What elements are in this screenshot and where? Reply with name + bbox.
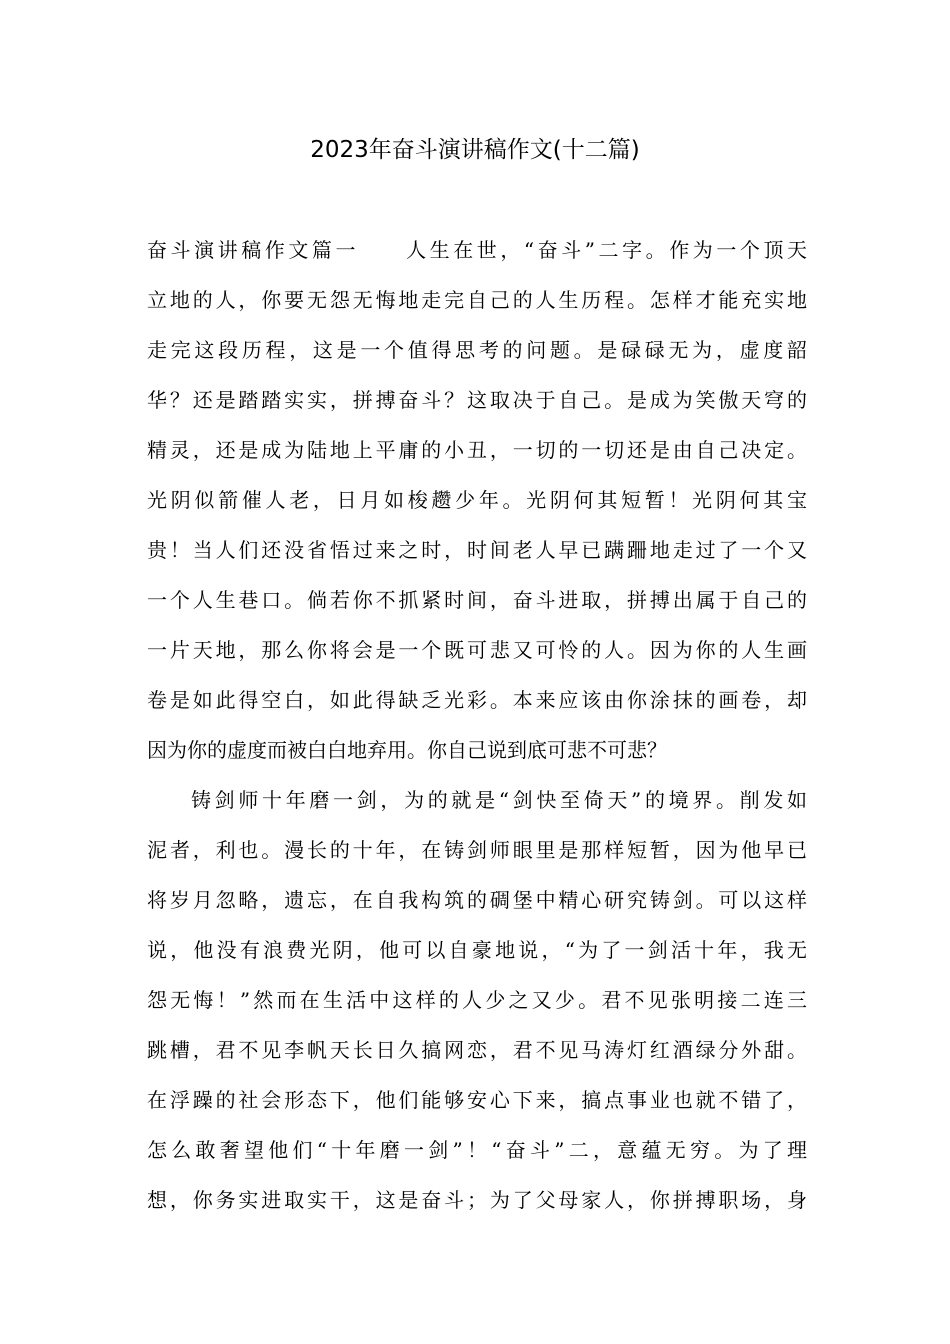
text-line: 将岁月忽略，遗忘，在自我构筑的碉堡中精心研究铸剑。可以这样 (147, 888, 807, 912)
document-body (147, 232, 807, 1232)
text-line-paragraph-start: 铸剑师十年磨一剑，为的就是“剑快至倚天”的境界。削发如 (191, 788, 807, 812)
text-line: 贵！当人们还没省悟过来之时，时间老人早已蹒跚地走过了一个又 (147, 538, 807, 562)
text-line: 精灵，还是成为陆地上平庸的小丑，一切的一切还是由自己决定。 (147, 438, 807, 462)
text-line: 华？还是踏踏实实，拼搏奋斗？这取决于自己。是成为笑傲天穹的 (147, 388, 807, 412)
text-line: 光阴似箭催人老，日月如梭趱少年。光阴何其短暂！光阴何其宝 (147, 488, 807, 512)
text-line: 说，他没有浪费光阴，他可以自豪地说，“为了一剑活十年，我无 (147, 938, 807, 962)
text-line: 奋斗演讲稿作文篇一 人生在世，“奋斗”二字。作为一个顶天 (147, 238, 807, 262)
text-line: 在浮躁的社会形态下，他们能够安心下来，搞点事业也就不错了， (147, 1088, 807, 1112)
text-line: 泥者，利也。漫长的十年，在铸剑师眼里是那样短暂，因为他早已 (147, 838, 807, 862)
text-line: 走完这段历程，这是一个值得思考的问题。是碌碌无为，虚度韶 (147, 338, 807, 362)
text-line: 一片天地，那么你将会是一个既可悲又可怜的人。因为你的人生画 (147, 638, 807, 662)
document-title: 2023年奋斗演讲稿作文(十二篇) (310, 137, 640, 163)
text-line: 卷是如此得空白，如此得缺乏光彩。本来应该由你涂抹的画卷，却 (147, 688, 807, 712)
text-line: 因为你的虚度而被白白地弃用。你自己说到底可悲不可悲？ (147, 738, 667, 762)
text-line: 一个人生巷口。倘若你不抓紧时间，奋斗进取，拼搏出属于自己的 (147, 588, 807, 612)
text-line: 跳槽，君不见李帆天长日久搞网恋，君不见马涛灯红酒绿分外甜。 (147, 1038, 807, 1062)
text-line: 怨无悔！”然而在生活中这样的人少之又少。君不见张明接二连三 (147, 988, 807, 1012)
text-line: 怎么敢奢望他们“十年磨一剑”！“奋斗”二，意蕴无穷。为了理 (147, 1138, 807, 1162)
text-line: 立地的人，你要无怨无悔地走完自己的人生历程。怎样才能充实地 (147, 288, 807, 312)
text-line: 想，你务实进取实干，这是奋斗；为了父母家人，你拼搏职场，身 (147, 1188, 807, 1212)
